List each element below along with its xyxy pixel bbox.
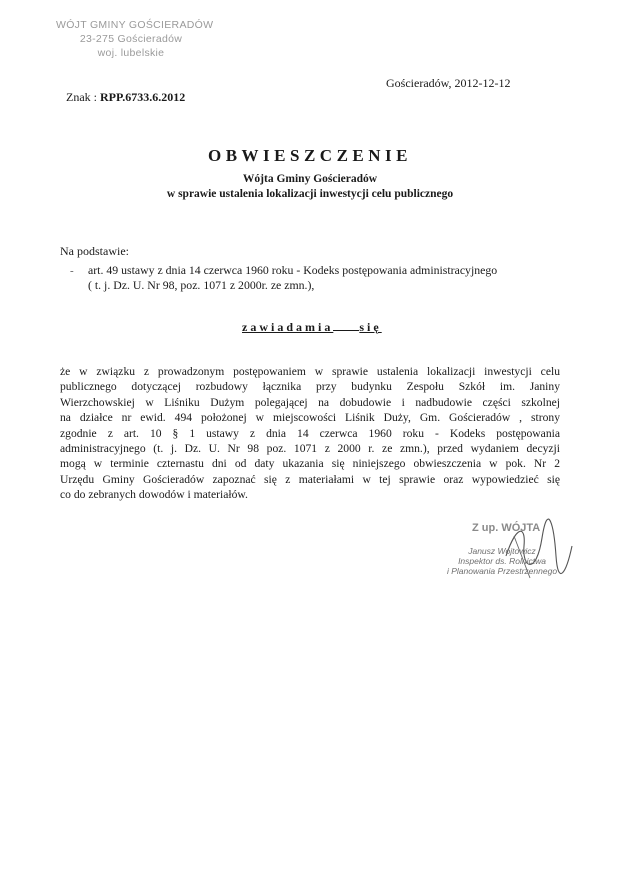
office-stamp bbox=[56, 18, 214, 60]
place-date: Gościeradów, 2012-12-12 bbox=[386, 76, 511, 90]
notify-heading bbox=[242, 320, 382, 335]
stamp-line-2: 23-275 Gościeradów bbox=[79, 33, 183, 45]
body-line: na działce nr ewid. 494 położonej w miejscowości Liśnik Duży, Gm. Gościeradów , strony bbox=[60, 411, 560, 425]
notify-gap bbox=[333, 320, 359, 331]
reference-number bbox=[66, 90, 185, 105]
document-title: OBWIESZCZENIE bbox=[208, 146, 412, 165]
notify-word-1: zawiadamia bbox=[242, 320, 334, 334]
legal-basis-line-1: art. 49 ustawy z dnia 14 czerwca 1960 roku - Kodeks postępowania administracyjnego bbox=[88, 263, 498, 277]
body-line: Urzędu Gminy Gościeradów zapoznać się z materiałami w tej sprawie oraz wypowiedzieć się bbox=[60, 472, 560, 486]
signature-stamp: Z up. WÓJTA bbox=[472, 522, 541, 534]
stamp-line-3: woj. lubelskie bbox=[97, 47, 165, 59]
body-line: zgodnie z art. 10 § 1 ustawy z dnia 14 czerwca 1960 roku - Kodeks postępowania bbox=[60, 426, 560, 440]
body-line: publicznego dotyczącej rozbudowy łącznika przy budynku Zespołu Szkół im. Janiny bbox=[60, 380, 560, 394]
legal-basis-line-2: ( t. j. Dz. U. Nr 98, poz. 1071 z 2000r. ze zmn.), bbox=[88, 278, 315, 292]
document-subtitle-authority: Wójta Gminy Gościeradów bbox=[242, 173, 378, 185]
signatory-title-2: i Planowania Przestrzennego bbox=[446, 566, 558, 576]
reference-value: RPP.6733.6.2012 bbox=[100, 90, 186, 104]
body-line: co do zebranych dowodów i materiałów. bbox=[60, 488, 248, 502]
legal-basis-bullet: - bbox=[70, 265, 74, 277]
stamp-line-1: WÓJT GMINY GOŚCIERADÓW bbox=[56, 19, 214, 31]
body-line: że w związku z prowadzonym postępowaniem w sprawie ustalenia lokalizacji inwestycji celu bbox=[60, 365, 560, 378]
notify-word-2: się bbox=[359, 320, 382, 334]
reference-label: Znak : bbox=[66, 90, 97, 104]
signatory-title-1: Inspektor ds. Rolnictwa bbox=[458, 556, 546, 566]
body-line: Wierzchowskiej w Liśniku Dużym polegającej na dobudowie i nadbudowie części szkolnej bbox=[60, 395, 560, 409]
document-subtitle-subject: w sprawie ustalenia lokalizacji inwestycji celu publicznego bbox=[166, 188, 454, 200]
body-line: mogą w terminie czternastu dni od daty ukazania się niniejszego obwieszczenia w pok. Nr 2 bbox=[60, 457, 560, 471]
body-line: administracyjnego (t. j. Dz. U. Nr 98 poz. 1071 z 2000 r. ze zmn.), przed wydaniem decyzji bbox=[60, 442, 560, 456]
announcement-body bbox=[60, 364, 560, 503]
legal-basis-label: Na podstawie: bbox=[60, 244, 129, 258]
signatory-name: Janusz Wójtowicz bbox=[468, 546, 536, 556]
